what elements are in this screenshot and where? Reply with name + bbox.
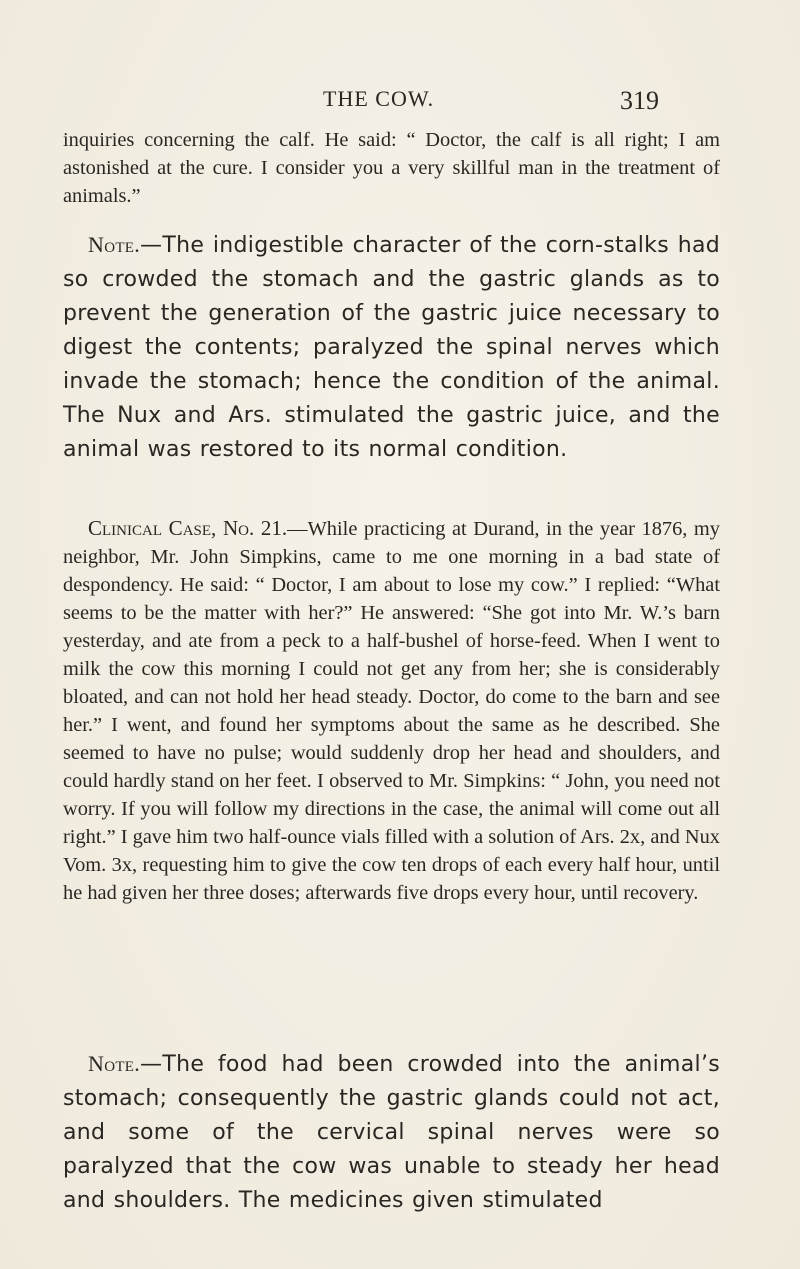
note-text: —The indigestible character of the corn-stalks had so crowded the stomach and the gastric glands as to prevent the generation of the gastric juice necessary to digest the contents; paralyzed the spinal nerves which invade the stomach; hence the condition of the animal. The Nux and Ars. stimulated the gastric juice, and the animal was restored to its normal condition. [63, 233, 720, 462]
running-title: THE COW. [323, 86, 435, 111]
clinical-case-paragraph [63, 514, 720, 907]
note-text: —The food had been crowded into the animal’s stomach; consequently the gastric glands could not act, and some of the cervical spinal nerves were so paralyzed that the cow was unable to steady her head and shoulders. The medicines given stimulated [63, 1052, 720, 1213]
note-label: Note. [88, 1051, 141, 1076]
paragraph-continuation [63, 126, 720, 210]
note-label: Note. [88, 232, 141, 257]
clinical-case-label: Clinical Case, No. 21. [88, 516, 288, 540]
paragraph-text: inquiries concerning the calf. He said: “ Doctor, the calf is all right; I am astonished at the cure. I consider you a very skillful man in the treatment of animals.” [63, 129, 720, 207]
page-number: 319 [620, 86, 659, 115]
note-paragraph-2 [63, 1047, 720, 1218]
clinical-case-text: —While practicing at Durand, in the year 1876, my neighbor, Mr. John Simpkins, came to me one morning in a bad state of despondency. He said: “ Doctor, I am about to lose my cow.” I replied: “What seems to be the matter with her?” He answered: “She got into Mr. W.’s barn yesterday, and ate from a peck to a half-bushel of horse-feed. When I went to milk the cow this morning I could not get any from her; she is considerably bloated, and can not hold her head steady. Doctor, do come to the barn and see her.” I went, and found her symptoms about the same as he described. She seemed to have no pulse; would suddenly drop her head and shoulders, and could hardly stand on her feet. I observed to Mr. Simpkins: “ John, you need not worry. If you will follow my directions in the case, the animal will come out all right.” I gave him two half-ounce vials filled with a solution of Ars. 2x, and Nux Vom. 3x, requesting him to give the cow ten drops of each every half hour, until he had given her three doses; afterwards five drops every hour, until recovery. [63, 518, 720, 904]
note-paragraph-1 [63, 228, 720, 467]
page-header [0, 86, 800, 116]
